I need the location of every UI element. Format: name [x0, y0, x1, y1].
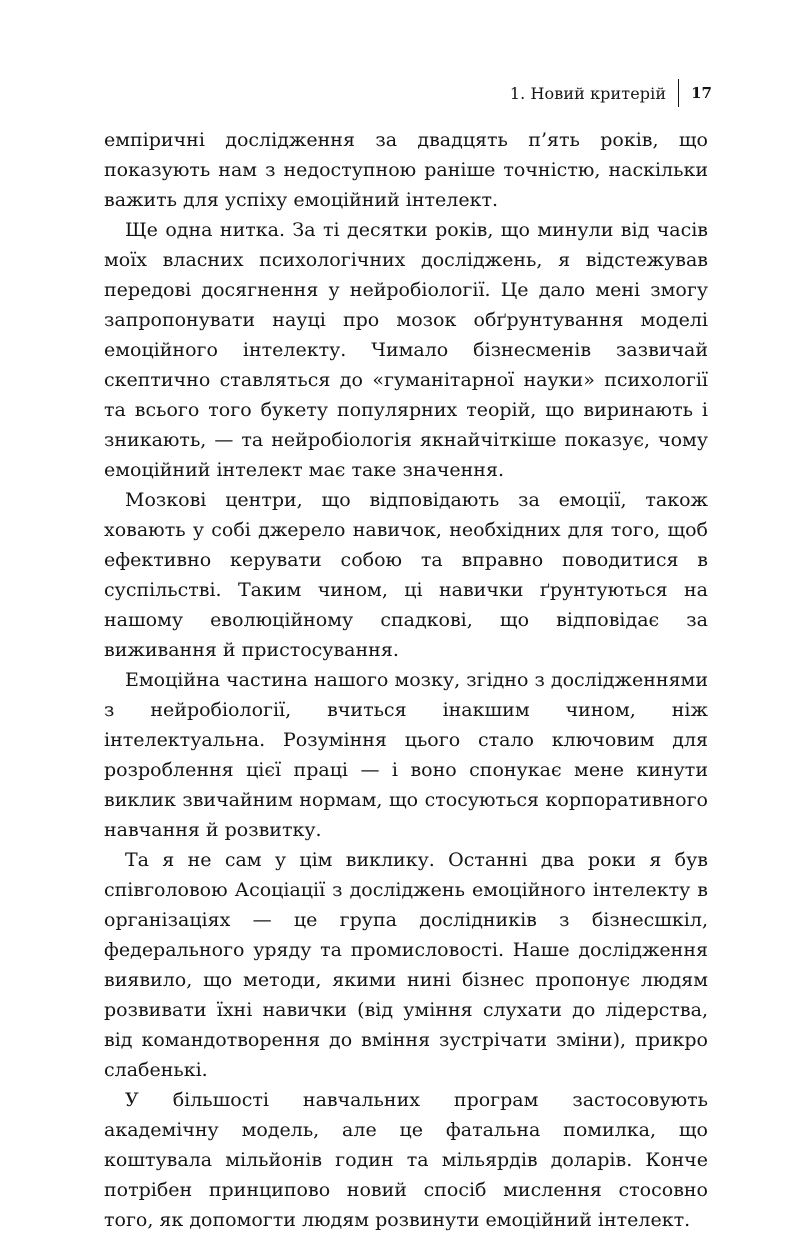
body-text	[104, 125, 708, 1235]
paragraph: Ще одна нитка. За ті десятки років, що минули від часів моїх власних психологічних досліджень, я відстежував передові досягнення у нейробіології. Це дало мені змогу запропонувати науці про мозок обґрунтування моделі емоційного інтелекту. Чимало бізнесменів зазвичай скептично ставляться до «гуманітарної науки» психології та всього того букету популярних теорій, що виринають і зникають, — та нейробіологія якнайчіткіше показує, чому емоційний інтелект має таке значення.	[104, 219, 708, 481]
chapter-title: 1. Новий критерій	[509, 83, 667, 103]
paragraph: Та я не сам у цім виклику. Останні два роки я був співголовою Асоціації з досліджень емоційного інтелекту в організаціях — це група дослідників з бізнесшкіл, федерального уряду та промисловості. Наше дослідження виявило, що методи, якими нині бізнес пропонує людям розвивати їхні навички (від уміння слухати до лідерства, від командотворення до вміння зустрічати зміни), прикро слабенькі.	[104, 849, 708, 1081]
paragraph: У більшості навчальних програм застосовують академічну модель, але це фатальна помилка, що коштувала мільйонів годин та мільярдів доларів. Конче потрібен принципово новий спосіб мислення стосовно того, як допомогти людям розвинути емоційний інтелект.	[104, 1089, 708, 1231]
paragraph-continued: емпіричні дослідження за двадцять п’ять років, що показують нам з недоступною раніше точністю, наскільки важить для успіху емоційний інтелект.	[104, 129, 708, 211]
page-number: 17	[691, 84, 712, 102]
running-head	[510, 78, 712, 108]
paragraph: Емоційна частина нашого мозку, згідно з дослідженнями з нейробіології, вчиться інакшим чином, ніж інтелектуальна. Розуміння цього стало ключовим для розроблення цієї праці — і воно спонукає мене кинути виклик звичайним нормам, що стосуються корпоративного навчання й розвитку.	[104, 669, 708, 841]
paragraph: Мозкові центри, що відповідають за емоції, також ховають у собі джерело навичок, необхідних для того, щоб ефективно керувати собою та вправно поводитися в суспільстві. Таким чином, ці навички ґрунтуються на нашому еволюційному спадкові, що відповідає за виживання й пристосування.	[104, 489, 708, 661]
